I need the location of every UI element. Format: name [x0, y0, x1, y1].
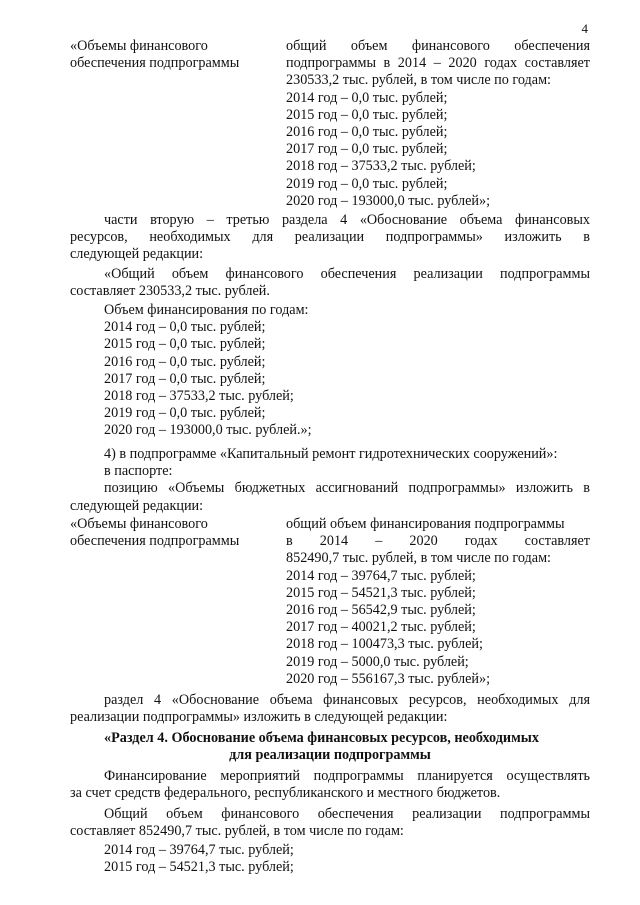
- passport-entry-value: [286, 516, 590, 688]
- year-line: 2020 год – 193000,0 тыс. рублей.»;: [104, 422, 312, 439]
- label-line: обеспечения подпрограммы: [70, 533, 240, 550]
- year-line: 2019 год – 0,0 тыс. рублей;: [104, 405, 266, 422]
- text-line: составляет 230533,2 тыс. рублей.: [70, 283, 270, 300]
- page-number: 4: [581, 21, 588, 36]
- value-line: подпрограммы в 2014 – 2020 годах составляет: [286, 55, 590, 72]
- year-line: 2017 год – 40021,2 тыс. рублей;: [286, 619, 476, 636]
- text-line: следующей редакции:: [70, 246, 204, 263]
- label-line: «Объемы финансового: [70, 516, 208, 532]
- item-4: [70, 446, 590, 515]
- text-line: 4) в подпрограмме «Капитальный ремонт гидротехнических сооружений»:: [104, 446, 558, 462]
- value-line: в 2014 – 2020 годах составляет: [286, 533, 590, 550]
- financing-years-list-2: [70, 842, 590, 876]
- text-line: «Общий объем финансового обеспечения реализации подпрограммы: [104, 266, 590, 282]
- year-line: 2016 год – 56542,9 тыс. рублей;: [286, 601, 476, 618]
- value-line: 852490,7 тыс. рублей, в том числе по годам:: [286, 550, 551, 567]
- year-line: 2015 год – 54521,3 тыс. рублей;: [286, 584, 476, 601]
- value-line: 230533,2 тыс. рублей, в том числе по годам:: [286, 72, 551, 89]
- year-line: 2018 год – 37533,2 тыс. рублей;: [286, 158, 476, 175]
- text-line: Финансирование мероприятий подпрограммы планируется осуществлять: [104, 768, 590, 784]
- year-line: 2015 год – 0,0 тыс. рублей;: [286, 106, 448, 123]
- funding-paragraph: [70, 768, 590, 802]
- text-line: части вторую – третью раздела 4 «Обоснование объема финансовых: [104, 212, 590, 228]
- year-line: 2020 год – 193000,0 тыс. рублей»;: [286, 192, 491, 209]
- text-line: Общий объем финансового обеспечения реализации подпрограммы: [104, 806, 590, 822]
- label-line: «Объемы финансового: [70, 38, 208, 54]
- year-line: 2018 год – 37533,2 тыс. рублей;: [104, 387, 294, 404]
- year-line: 2016 год – 0,0 тыс. рублей;: [286, 123, 448, 140]
- year-line: 2014 год – 0,0 тыс. рублей;: [104, 319, 266, 336]
- year-line: 2015 год – 0,0 тыс. рублей;: [104, 336, 266, 353]
- year-line: 2019 год – 5000,0 тыс. рублей;: [286, 653, 469, 670]
- passport-entry-label: [70, 38, 270, 72]
- list-heading: Объем финансирования по годам:: [104, 302, 309, 318]
- year-line: 2019 год – 0,0 тыс. рублей;: [286, 175, 448, 192]
- year-line: 2017 год – 0,0 тыс. рублей;: [286, 141, 448, 158]
- value-line: общий объем финансового обеспечения: [286, 38, 590, 54]
- passport-entry-label: [70, 516, 270, 550]
- label-line: обеспечения подпрограммы: [70, 55, 240, 72]
- value-line: общий объем финансирования подпрограммы: [286, 516, 565, 532]
- year-line: 2014 год – 0,0 тыс. рублей;: [286, 89, 448, 106]
- year-line: 2014 год – 39764,7 тыс. рублей;: [104, 842, 294, 858]
- year-line: 2017 год – 0,0 тыс. рублей;: [104, 370, 266, 387]
- heading-line: «Раздел 4. Обоснование объема финансовых ресурсов, необходимых: [104, 730, 539, 746]
- text-line: в паспорте:: [104, 463, 173, 480]
- heading-line: для реализации подпрограммы: [229, 747, 431, 764]
- section-heading: [70, 730, 590, 764]
- passport-entry-value: [286, 38, 590, 210]
- paragraph-parts: [70, 212, 590, 264]
- text-line: составляет 852490,7 тыс. рублей, в том числе по годам:: [70, 823, 404, 840]
- section-intro: [70, 692, 590, 726]
- total-paragraph: [70, 806, 590, 840]
- text-line: следующей редакции:: [70, 497, 204, 514]
- paragraph-quote-total: [70, 266, 590, 300]
- year-line: 2016 год – 0,0 тыс. рублей;: [104, 353, 266, 370]
- year-line: 2015 год – 54521,3 тыс. рублей;: [104, 859, 294, 876]
- text-line: за счет средств федерального, республиканского и местного бюджетов.: [70, 785, 501, 802]
- text-line: раздел 4 «Обоснование объема финансовых ресурсов, необходимых для: [104, 692, 590, 708]
- text-line: позицию «Объемы бюджетных ассигнований подпрограммы» изложить в: [104, 480, 590, 497]
- text-line: ресурсов, необходимых для реализации подпрограммы» изложить в: [70, 229, 590, 246]
- text-line: реализации подпрограммы» изложить в следующей редакции:: [70, 709, 448, 726]
- year-line: 2014 год – 39764,7 тыс. рублей;: [286, 567, 476, 584]
- year-line: 2020 год – 556167,3 тыс. рублей»;: [286, 670, 491, 687]
- year-line: 2018 год – 100473,3 тыс. рублей;: [286, 636, 483, 653]
- financing-years-list-1: [70, 302, 590, 440]
